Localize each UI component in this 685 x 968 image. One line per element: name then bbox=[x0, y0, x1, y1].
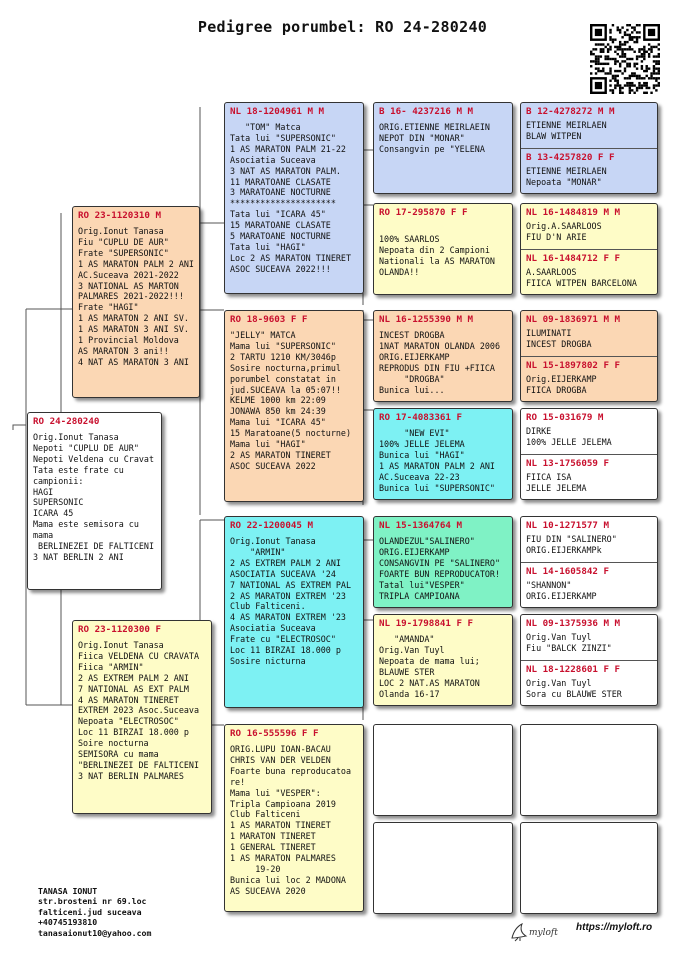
great-great-grandparent-pair[interactable] bbox=[520, 516, 658, 608]
great-great-grandparent-pair[interactable] bbox=[520, 203, 658, 295]
ancestor-ring: NL 13-1756059 F bbox=[526, 458, 609, 469]
sire-info: Orig.Ionut Tanasa Fiu "CUPLU DE AUR" Frate "SUPERSONIC" 1 AS MARATON PALM 2 ANI AC.Suceava 2021-2022 3 NATIONAL AS MARTON PALMARES 2021-2022!!! Frate "HAGI" 1 AS MARATON 2 ANI SV. 1 AS MARATON 3 ANI SV. 1 Provincial Moldova AS MARATON 3 ani!! 4 NAT AS MARATON 3 ANI bbox=[78, 226, 194, 367]
ancestor-ring: NL 09-1375936 M M bbox=[526, 618, 621, 629]
great-grandparent-ring: NL 19-1798841 F F bbox=[379, 618, 474, 629]
grandparent-ring: RO 18-9603 F F bbox=[230, 314, 308, 325]
great-grandparent-card[interactable] bbox=[373, 408, 513, 500]
grandparent-info: "TOM" Matca Tata lui "SUPERSONIC" 1 AS MARATON PALM 21-22 Asociatia Suceava 3 NAT AS MARATON PALM. 11 MARATOANE CLASATE 3 MARATOANE NOCTURNE ********************* Tata lui "ICARA 45" 15 MARATOANE CLASATE 5 MARATOANE NOCTURNE Tata lui "HAGI" Loc 2 AS MARATON TINERET ASOC SUCEAVA 2022!!! bbox=[230, 122, 352, 274]
great-grandparent-info: 100% SAARLOS Nepoata din 2 Campioni Nationali la AS MARATON OLANDA!! bbox=[379, 233, 495, 277]
brand-name: myloft bbox=[529, 928, 558, 938]
great-grandparent-ring: NL 15-1364764 M bbox=[379, 520, 462, 531]
great-grandparent-card[interactable] bbox=[373, 203, 513, 295]
grandparent-ring: NL 18-1204961 M M bbox=[230, 106, 325, 117]
qr-code-icon bbox=[590, 24, 660, 94]
ancestor-info: ILUMINATI INCEST DROGBA bbox=[526, 328, 592, 349]
ancestor-ring: NL 16-1484712 F F bbox=[526, 253, 621, 264]
grandparent-info: Orig.Ionut Tanasa "ARMIN" 2 AS EXTREM PALM 2 ANI ASOCIATIA SUCEAVA '24 7 NATIONAL AS EXTREM PAL 2 AS MARATON EXTREM '23 Club Falticeni. 4 AS MARATON EXTREM '23 Asociatia Suceava Frate cu "ELECTROSOC" Loc 11 BIRZAI 18.000 p Sosire nicturna bbox=[230, 536, 352, 666]
great-grandparent-ring: RO 17-4083361 F bbox=[379, 412, 462, 423]
subject-ring: RO 24-280240 bbox=[33, 416, 100, 427]
ancestor-info: Orig.Van Tuyl Fiu "BALCK ZINZI" bbox=[526, 632, 612, 653]
ancestor-info: A.SAARLOOS FIICA WITPEN BARCELONA bbox=[526, 267, 637, 288]
great-great-grandparent-pair[interactable] bbox=[520, 614, 658, 706]
ancestor-info: FIU DIN "SALINERO" ORIG.EIJERKAMPk bbox=[526, 534, 617, 555]
ancestor-info: DIRKE 100% JELLE JELEMA bbox=[526, 426, 612, 447]
great-grandparent-card[interactable] bbox=[373, 310, 513, 402]
grandparent-ring: RO 16-555596 F F bbox=[230, 728, 319, 739]
ancestor-ring: B 12-4278272 M M bbox=[526, 106, 615, 117]
ancestor-ring: RO 15-031679 M bbox=[526, 412, 604, 423]
great-grandparent-card[interactable] bbox=[373, 614, 513, 706]
ancestor-ring: NL 14-1605842 F bbox=[526, 566, 609, 577]
website-link[interactable]: https://myloft.ro bbox=[576, 922, 653, 933]
myloft-logo-icon bbox=[508, 920, 568, 942]
ancestor-ring: NL 16-1484819 M M bbox=[526, 207, 621, 218]
empty-pedigree-card bbox=[373, 724, 513, 816]
grandparent-card[interactable] bbox=[224, 724, 364, 912]
great-grandparent-card[interactable] bbox=[373, 102, 513, 194]
sire-card[interactable] bbox=[72, 206, 200, 398]
dam-info: Orig.Ionut Tanasa Fiica VELDENA CU CRAVATA Fiica "ARMIN" 2 AS EXTREM PALM 2 ANI 7 NATIONAL AS EXT PALM 4 AS MARATON TINERET EXTREM 2023 Asoc.Suceava Nepoata "ELECTROSOC" Loc 11 BIRZAI 18.000 p Soire nocturna SEMISORA cu mama "BERLINEZEI DE FALTICENI 3 NAT BERLIN PALMARES bbox=[78, 640, 200, 781]
ancestor-info: ETIENNE MEIRLAEN Nepoata "MONAR" bbox=[526, 166, 607, 187]
sire-ring: RO 23-1120310 M bbox=[78, 210, 161, 221]
subject-card[interactable] bbox=[27, 412, 162, 590]
grandparent-info: "JELLY" MATCA Mama lui "SUPERSONIC" 2 TARTU 1210 KM/3046p Sosire nocturna,primul porumbel constatat in jud.SUCEAVA la 05:07!! KELME 1000 km 22:09 JONAWA 850 km 24:39 Mama lui "ICARA 45" 15 Maratoane(5 nocturne) Mama lui "HAGI" 2 AS MARATON TINERET ASOC SUCEAVA 2022 bbox=[230, 330, 352, 471]
great-grandparent-ring: NL 16-1255390 M M bbox=[379, 314, 474, 325]
great-grandparent-info: INCEST DROGBA 1NAT MARATON OLANDA 2006 ORIG.EIJERKAMP REPRODUS DIN FIU +FIICA "DROGBA" Bunica lui... bbox=[379, 330, 501, 395]
grandparent-card[interactable] bbox=[224, 310, 364, 502]
empty-pedigree-card bbox=[520, 724, 658, 816]
ancestor-info: Orig.A.SAARLOOS FIU D'N ARIE bbox=[526, 221, 602, 242]
subject-info: Orig.Ionut Tanasa Nepoti "CUPLU DE AUR" Nepoti Veldena cu Cravat Tata este frate cu campionii: HAGI SUPERSONIC ICARA 45 Mama este semisora cu mama BERLINEZEI DE FALTICENI 3 NAT BERLIN 2 ANI bbox=[33, 432, 155, 562]
great-grandparent-ring: B 16- 4237216 M M bbox=[379, 106, 474, 117]
ancestor-ring: NL 09-1836971 M M bbox=[526, 314, 621, 325]
dam-card[interactable] bbox=[72, 620, 212, 814]
ancestor-ring: NL 15-1897802 F F bbox=[526, 360, 621, 371]
great-grandparent-info: "NEW EVI" 100% JELLE JELEMA Bunica lui "HAGI" 1 AS MARATON PALM 2 ANI AC.Suceava 22-23 Bunica lui "SUPERSONIC" bbox=[379, 428, 495, 493]
great-great-grandparent-pair[interactable] bbox=[520, 310, 658, 402]
ancestor-info: FIICA ISA JELLE JELEMA bbox=[526, 472, 587, 493]
ancestor-info: Orig.EIJERKAMP FIICA DROGBA bbox=[526, 374, 597, 395]
ancestor-info: Orig.Van Tuyl Sora cu BLAUWE STER bbox=[526, 678, 622, 699]
ancestor-ring: B 13-4257820 F F bbox=[526, 152, 615, 163]
ancestor-ring: NL 18-1228601 F F bbox=[526, 664, 621, 675]
great-grandparent-info: "AMANDA" Orig.Van Tuyl Nepoata de mama lui; BLAUWE STER LOC 2 NAT.AS MARATON Olanda 16-17 bbox=[379, 634, 480, 699]
grandparent-card[interactable] bbox=[224, 102, 364, 294]
great-grandparent-info: ORIG.ETIENNE MEIRLAEIN NEPOT DIN "MONAR" Consangvin pe "YELENA bbox=[379, 122, 490, 154]
empty-pedigree-card bbox=[373, 822, 513, 914]
ancestor-ring: NL 10-1271577 M bbox=[526, 520, 609, 531]
grandparent-ring: RO 22-1200045 M bbox=[230, 520, 313, 531]
empty-pedigree-card bbox=[520, 822, 658, 914]
great-great-grandparent-pair[interactable] bbox=[520, 408, 658, 500]
ancestor-info: ETIENNE MEIRLAEN BLAW WITPEN bbox=[526, 120, 607, 141]
great-grandparent-ring: RO 17-295870 F F bbox=[379, 207, 468, 218]
dam-ring: RO 23-1120300 F bbox=[78, 624, 161, 635]
great-grandparent-card[interactable] bbox=[373, 516, 513, 608]
grandparent-card[interactable] bbox=[224, 516, 364, 708]
page-title: Pedigree porumbel: RO 24-280240 bbox=[197, 18, 488, 36]
owner-contact: TANASA IONUT str.brosteni nr 69.loc falticeni.jud suceava +40745193810 tanasaionut10@yahoo.com bbox=[38, 886, 152, 938]
great-great-grandparent-pair[interactable] bbox=[520, 102, 658, 194]
ancestor-info: "SHANNON" ORIG.EIJERKAMP bbox=[526, 580, 597, 601]
grandparent-info: ORIG.LUPU IOAN-BACAU CHRIS VAN DER VELDEN Foarte buna reproducatoa re! Mama lui "VESPER": Tripla Campioana 2019 Club Falticeni 1 AS MARATON TINERET 1 MARATON TINERET 1 GENERAL TINERET 1 AS MARATON PALMARES 19-20 Bunica lui loc 2 MADONA AS SUCEAVA 2020 bbox=[230, 744, 352, 896]
great-grandparent-info: OLANDEZUL"SALINERO" ORIG.EIJERKAMP CONSANGVIN PE "SALINERO" FOARTE BUN REPRODUCATOR! Tatal lui"VESPER" TRIPLA CAMPIOANA bbox=[379, 536, 501, 601]
